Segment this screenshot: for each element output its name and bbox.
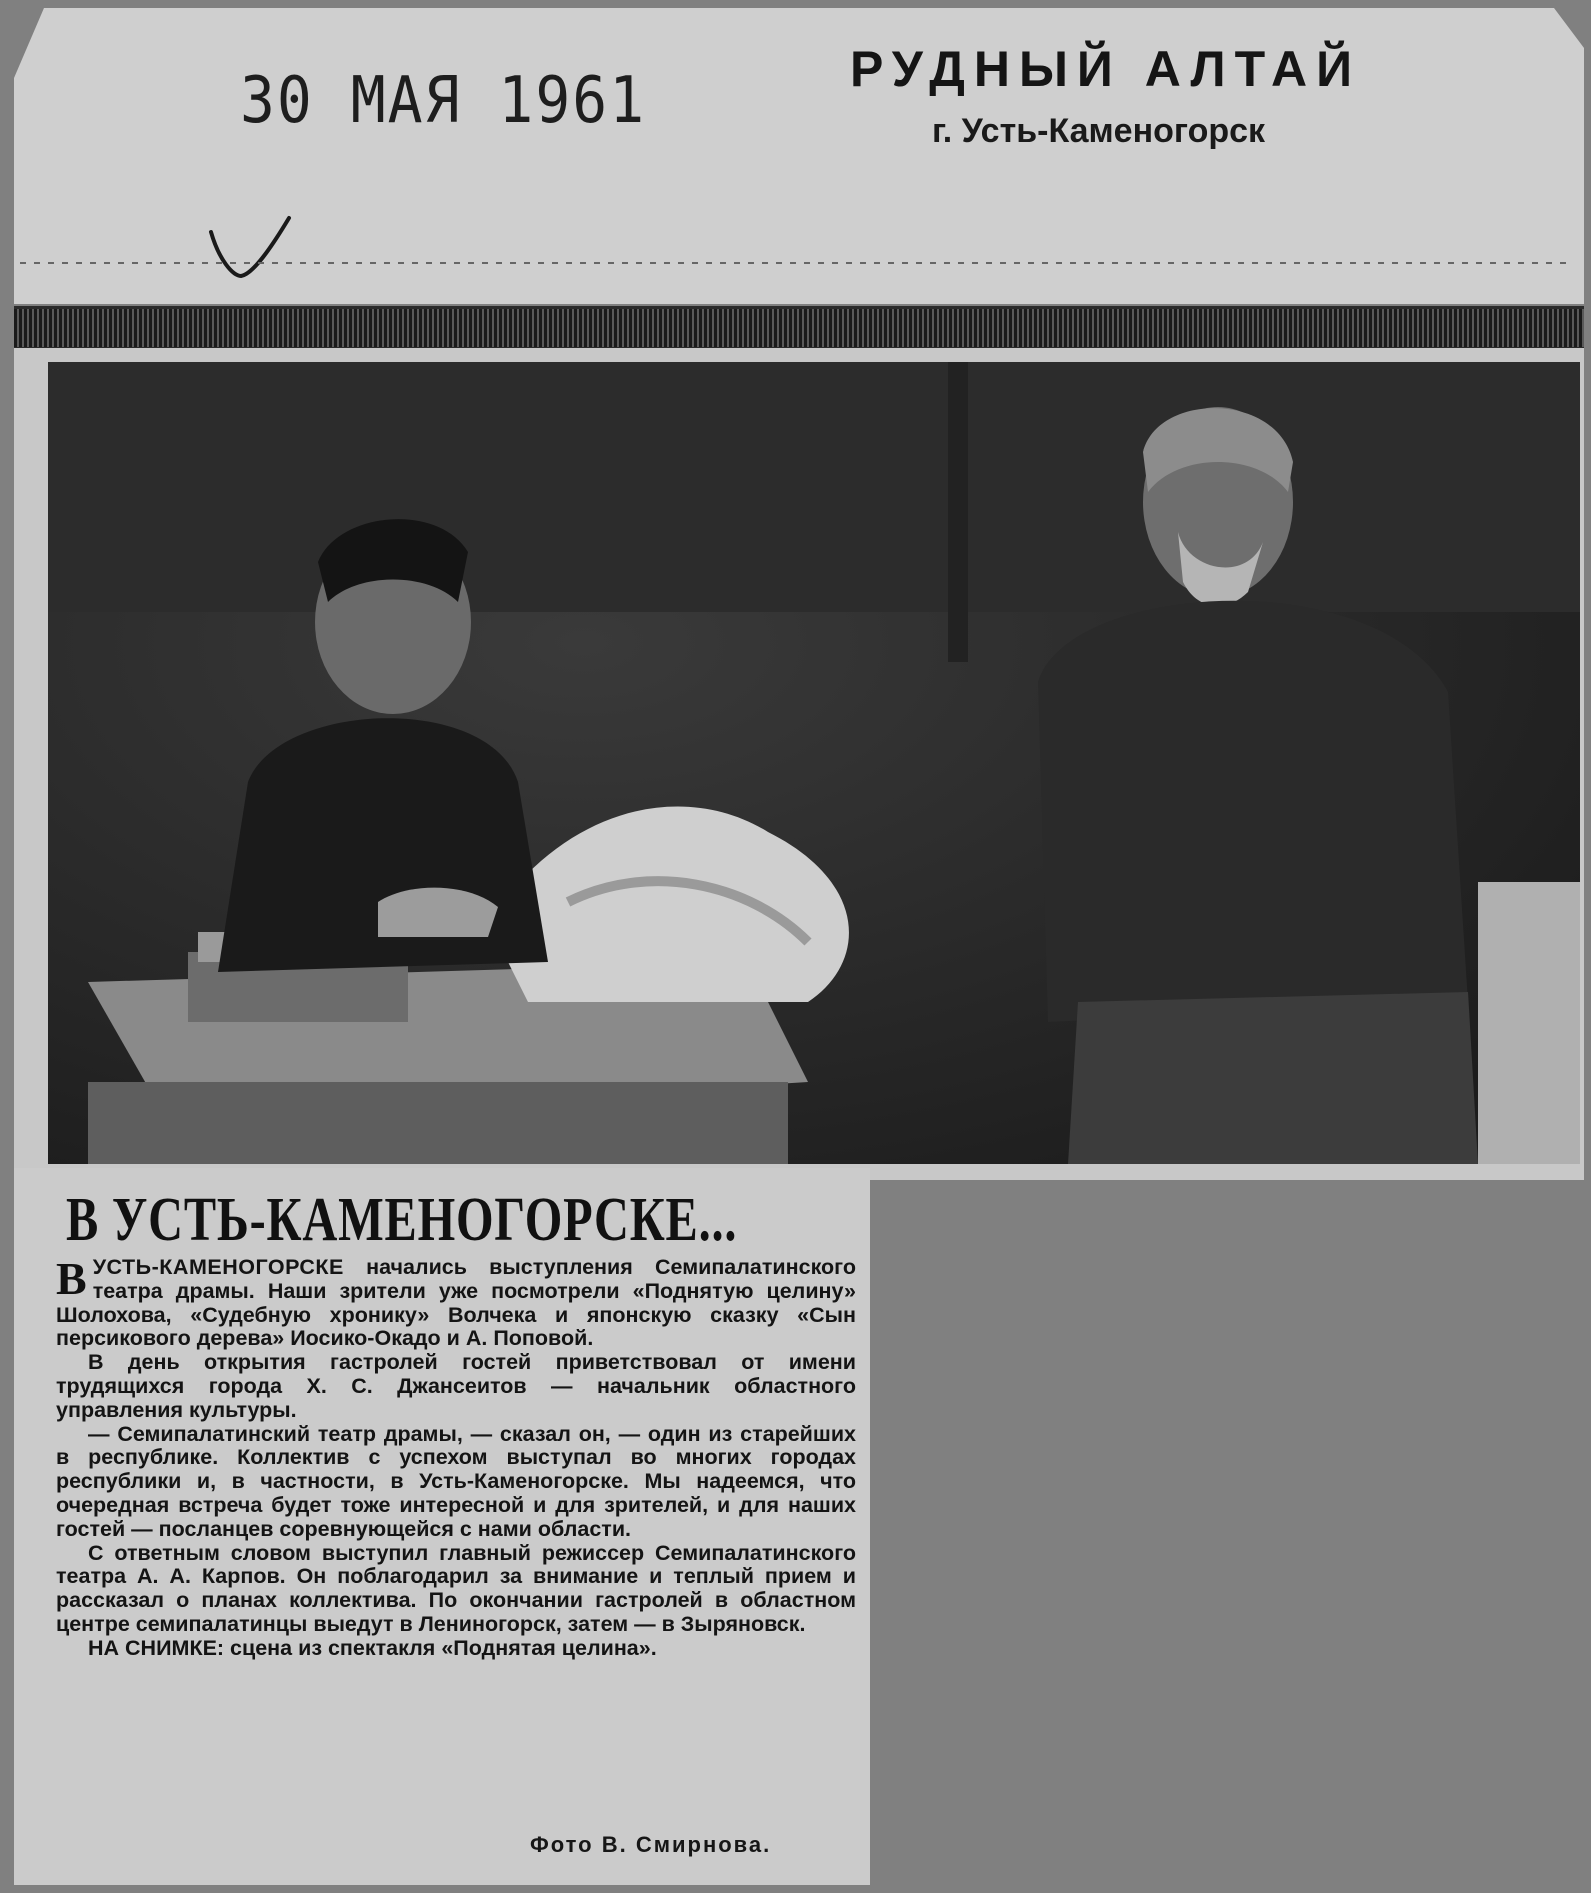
date-stamp: 30 МАЯ 1961 [240,62,647,138]
article-body [56,1253,856,1661]
photo-image [48,362,1580,1164]
article-paragraph [56,1253,856,1351]
photo-credit: Фото В. Смирнова. [530,1832,772,1857]
theatre-scene-photo [48,362,1580,1164]
paragraph-text: начались выступления Семипалатинского театра драмы. Наши зрители уже посмотрели «Поднятую целину» Шолохова, «Судебную хронику» Волчека и японскую сказку «Сын персикового дерева» Иосико-Окадо и А. Поповой. [56,1255,856,1351]
caption-text: сцена из спектакля «Поднятая целина». [224,1635,657,1660]
photo-caption [56,1637,856,1661]
article-paragraph: — Семипалатинский театр драмы, — сказал он, — один из старейших в республике. Коллектив с успехом выступал во многих городах республики и, в частности, в Усть-Каменогорске. Мы надеемся, что очередная встреча будет тоже интересной и для зрителей, и для наших гостей — посланцев соревнующейся с нами области. [56,1421,856,1541]
article-headline: В УСТЬ-КАМЕНОГОРСКЕ... [66,1186,738,1254]
newspaper-city: г. Усть-Каменогорск [932,112,1266,150]
newspaper-name: РУДНЫЙ АЛТАЙ [850,41,1362,97]
drop-cap: В [56,1253,87,1304]
caption-label: НА СНИМКЕ: [88,1635,225,1660]
article-paragraph: С ответным словом выступил главный режиссер Семипалатинского театра А. А. Карпов. Он поблагодарил за внимание и теплый прием и рассказал о планах коллектива. По окончании гастролей в областном центре семипалатинцы выедут в Лениногорск, затем — в Зыряновск. [56,1540,856,1636]
checkmark-icon [205,210,295,290]
hatched-divider [14,306,1584,350]
article-paragraph: В день открытия гастролей гостей приветствовал от имени трудящихся города Х. С. Джансеитов — начальник областного управления культуры. [56,1350,856,1422]
divider-line [20,262,1570,264]
lead-caps: УСТЬ-КАМЕНОГОРСКЕ [92,1255,344,1279]
